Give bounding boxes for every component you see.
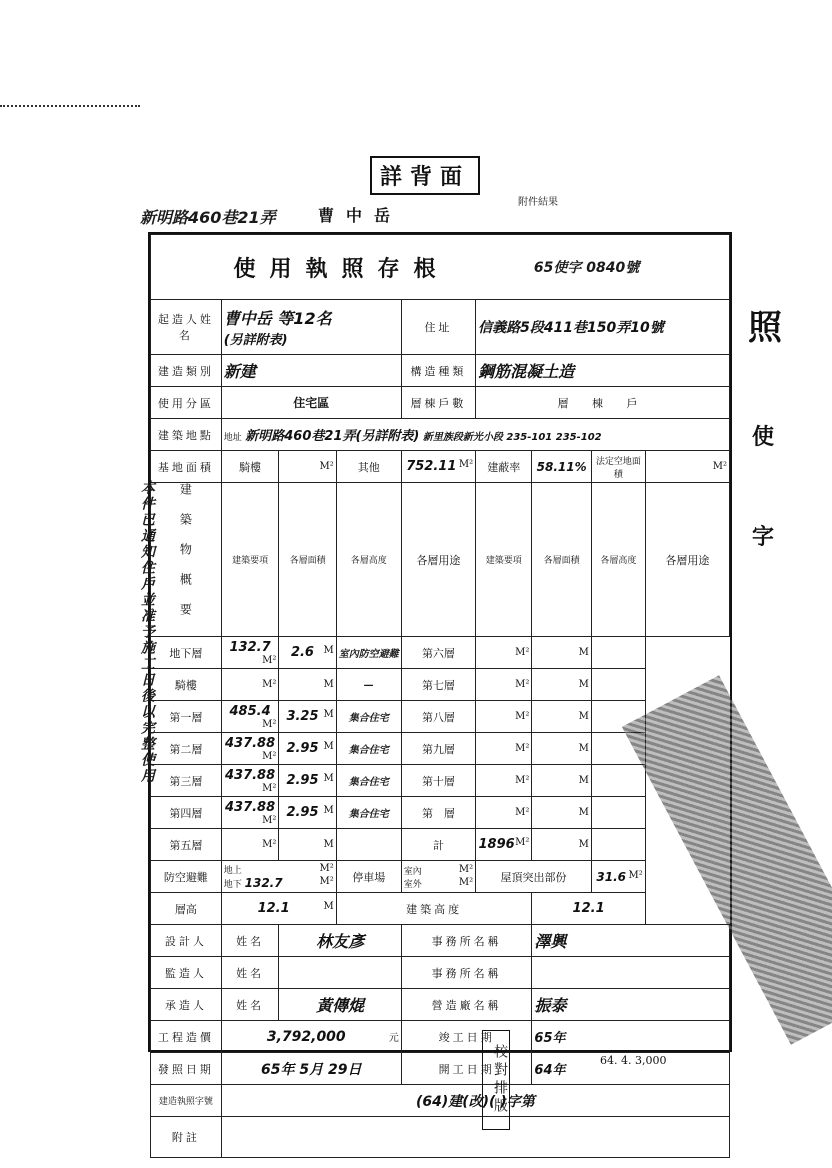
- zoning-value: 住宅區: [293, 396, 330, 410]
- designer-office: 澤興: [534, 932, 567, 951]
- scan-edge-dots: [0, 105, 140, 107]
- col-item-left: 建築要項: [221, 483, 279, 637]
- supervisor-name-label: 姓名: [221, 957, 279, 989]
- floor-area-right: M²: [476, 733, 532, 765]
- zoning-label: 使用分區: [151, 387, 222, 419]
- shelter-below-unit: M²: [319, 876, 334, 887]
- area-label: 基地面積: [151, 451, 222, 483]
- floor-use-left: 集合住宅: [336, 701, 401, 733]
- floor-height-right: M: [532, 829, 592, 861]
- floor-area-left: 437.88 M²: [221, 733, 279, 765]
- floor-use-right: [591, 797, 645, 829]
- contractor-label: 承造人: [151, 989, 222, 1021]
- floor-height-left: 2.95 M: [279, 797, 336, 829]
- proof-seal: 校對排版: [482, 1030, 510, 1130]
- form-title: 使用執照存根: [233, 255, 450, 282]
- col-use-right: 各層用途: [645, 483, 729, 637]
- category-label: 建造類別: [151, 355, 222, 387]
- floor-height-right: M: [532, 637, 592, 669]
- site-prefix: 地址: [223, 433, 242, 443]
- floor-area-right: M²: [476, 765, 532, 797]
- floor-row: [151, 637, 730, 669]
- floor-height-left: M: [279, 669, 336, 701]
- issue-label: 發照日期: [151, 1053, 222, 1085]
- floor-use-right: [591, 765, 645, 797]
- building-height-label: 建築高度: [336, 893, 532, 925]
- shelter-below-value: 132.7: [244, 876, 283, 890]
- builder-value: 曹中岳 等12名: [223, 309, 332, 328]
- builder-label: 起造人姓名: [151, 300, 222, 355]
- parking-indoor: 室內: [403, 866, 422, 877]
- designer-office-label: 事務所名稱: [401, 925, 532, 957]
- floor-height-right: M: [532, 733, 592, 765]
- shelter-above-unit: M²: [319, 863, 334, 874]
- issue-value: 65年 5月 29日: [261, 1061, 362, 1078]
- col-area-right: 各層面積: [532, 483, 592, 637]
- floor-height-value: 12.1: [257, 901, 290, 916]
- remarks-label: 附註: [151, 1117, 222, 1158]
- floor-height-left: M: [279, 829, 336, 861]
- col-height-left: 各層高度: [336, 483, 401, 637]
- floor-name-left: 第五層: [151, 829, 222, 861]
- contractor-co-label: 營造廠名稱: [401, 989, 532, 1021]
- side-char-1: 照: [748, 308, 782, 348]
- supervisor-office-label: 事務所名稱: [401, 957, 532, 989]
- floor-name-right: 第六層: [401, 637, 475, 669]
- permit-label: 建造執照字號: [151, 1085, 222, 1117]
- floor-use-left: —: [336, 669, 401, 701]
- contractor-name-label: 姓名: [221, 989, 279, 1021]
- col-area-left: 各層面積: [279, 483, 336, 637]
- total-area: 1896 M²: [476, 829, 532, 861]
- address-label: 住址: [401, 300, 475, 355]
- floor-name-left: 地下層: [151, 637, 222, 669]
- designer-name: 林友彥: [316, 932, 365, 951]
- structure-value: 鋼筋混凝土造: [478, 362, 575, 381]
- floor-row: [151, 765, 730, 797]
- floor-name-right: 第七層: [401, 669, 475, 701]
- floor-height-unit: M: [323, 901, 334, 912]
- floor-name-right: 第 層: [401, 797, 475, 829]
- legal-open-label: 法定空地面積: [591, 451, 645, 483]
- coverage-value: 58.11%: [536, 459, 587, 474]
- floor-height-right: M: [532, 797, 592, 829]
- cost-value: 3,792,000: [266, 1028, 346, 1045]
- floor-use-left: [336, 829, 401, 861]
- floor-area-left: 485.4 M²: [221, 701, 279, 733]
- floor-use-right: [591, 829, 645, 861]
- floor-height-left: 2.95 M: [279, 733, 336, 765]
- floor-use-right: [591, 637, 645, 669]
- start-value: 64年: [534, 1063, 566, 1078]
- site-value: 新明路460巷21弄(另詳附表): [245, 429, 420, 444]
- parking-label: 停車場: [336, 861, 401, 893]
- floor-height-right: M: [532, 765, 592, 797]
- side-char-3: 字: [752, 524, 775, 550]
- col-use-left: 各層用途: [401, 483, 475, 637]
- floors-value: 層 棟 戶: [557, 396, 648, 410]
- area-other-unit: M²: [458, 459, 474, 470]
- address-line: 新明路460巷21弄: [140, 208, 276, 227]
- floor-use-right: [591, 669, 645, 701]
- floor-name-right: 計: [401, 829, 475, 861]
- floor-height-right: M: [532, 669, 592, 701]
- floor-name-left: 第二層: [151, 733, 222, 765]
- roof-unit: M²: [628, 869, 643, 881]
- floor-area-right: M²: [476, 669, 532, 701]
- floor-use-left: 集合住宅: [336, 765, 401, 797]
- floor-name-left: 第三層: [151, 765, 222, 797]
- category-value: 新建: [223, 362, 256, 381]
- col-item-right: 建築要項: [476, 483, 532, 637]
- floor-height-left: 2.6 M: [279, 637, 336, 669]
- floor-height-label: 層高: [151, 893, 222, 925]
- floor-area-left: 437.88 M²: [221, 765, 279, 797]
- floor-height-left: 3.25 M: [279, 701, 336, 733]
- building-height-value: 12.1: [572, 901, 605, 916]
- roof-label: 屋頂突出部份: [476, 861, 592, 893]
- permit-value: (64)建(改)( )字第: [415, 1093, 535, 1110]
- contractor-co: 振泰: [534, 996, 567, 1015]
- area-other-value: 752.11: [406, 459, 457, 474]
- detail-stamp: 詳背面: [370, 156, 480, 195]
- site-lot: 新里族段新光小段 235-101 235-102: [422, 432, 602, 443]
- shelter-label: 防空避難: [151, 861, 222, 893]
- side-char-2: 使: [752, 424, 775, 450]
- floor-name-right: 第十層: [401, 765, 475, 797]
- floor-name-right: 第八層: [401, 701, 475, 733]
- supervisor-label: 監造人: [151, 957, 222, 989]
- floor-use-left: 集合住宅: [336, 733, 401, 765]
- cost-label: 工程造價: [151, 1021, 222, 1053]
- area-arcade-label: 騎樓: [221, 451, 279, 483]
- address-value: 信義路5段411巷150弄10號: [478, 320, 664, 336]
- floor-height-left: 2.95 M: [279, 765, 336, 797]
- site-label: 建築地點: [151, 419, 222, 451]
- builder-note: (另詳附表): [223, 333, 288, 348]
- coverage-label: 建蔽率: [476, 451, 532, 483]
- shelter-below: 地下: [223, 880, 242, 890]
- floor-area-left: M²: [221, 829, 279, 861]
- permit-number: 65使字 0840號: [533, 260, 640, 276]
- area-other-label: 其他: [336, 451, 401, 483]
- shelter-above: 地上: [223, 866, 242, 876]
- floor-row: [151, 797, 730, 829]
- floor-name-right: 第九層: [401, 733, 475, 765]
- floor-area-left: 437.88 M²: [221, 797, 279, 829]
- floor-area-right: M²: [476, 701, 532, 733]
- print-code: 64. 4. 3,000: [600, 1054, 667, 1067]
- parking-indoor-unit: M²: [458, 863, 474, 875]
- cost-unit: 元: [388, 1032, 399, 1044]
- floor-name-left: 騎樓: [151, 669, 222, 701]
- completion-value: 65年: [534, 1031, 566, 1046]
- start-label: 開工日期: [401, 1053, 532, 1085]
- floor-row: [151, 829, 730, 861]
- floor-area-right: M²: [476, 797, 532, 829]
- structure-label: 構造種類: [401, 355, 475, 387]
- area-arcade-unit: M²: [319, 461, 334, 472]
- permit-table: [150, 234, 730, 1158]
- floor-row: [151, 669, 730, 701]
- small-stamp: 附件結果: [518, 197, 558, 208]
- section-label: 建築物概要: [178, 483, 193, 633]
- col-height-right: 各層高度: [591, 483, 645, 637]
- floor-height-right: M: [532, 701, 592, 733]
- floor-use-left: 室內防空避難: [336, 637, 401, 669]
- floor-use-left: 集合住宅: [336, 797, 401, 829]
- owner-line: 曹中岳: [318, 206, 403, 225]
- floor-area-right: M²: [476, 637, 532, 669]
- designer-label: 設計人: [151, 925, 222, 957]
- contractor-name: 黃傳焜: [316, 996, 365, 1015]
- parking-outdoor: 室外: [403, 879, 422, 890]
- parking-outdoor-unit: M²: [458, 876, 474, 888]
- floors-label: 層棟戶數: [401, 387, 475, 419]
- roof-value: 31.6: [596, 869, 627, 884]
- designer-name-label: 姓名: [221, 925, 279, 957]
- floor-area-left: M²: [221, 669, 279, 701]
- floor-name-left: 第一層: [151, 701, 222, 733]
- legal-open-unit: M²: [712, 461, 727, 472]
- completion-label: 竣工日期: [401, 1021, 532, 1053]
- floor-name-left: 第四層: [151, 797, 222, 829]
- section-label-cell: [151, 483, 222, 637]
- margin-note: 本件已通知住戶並准予施工日後以完整使用: [139, 480, 155, 784]
- floor-area-left: 132.7 M²: [221, 637, 279, 669]
